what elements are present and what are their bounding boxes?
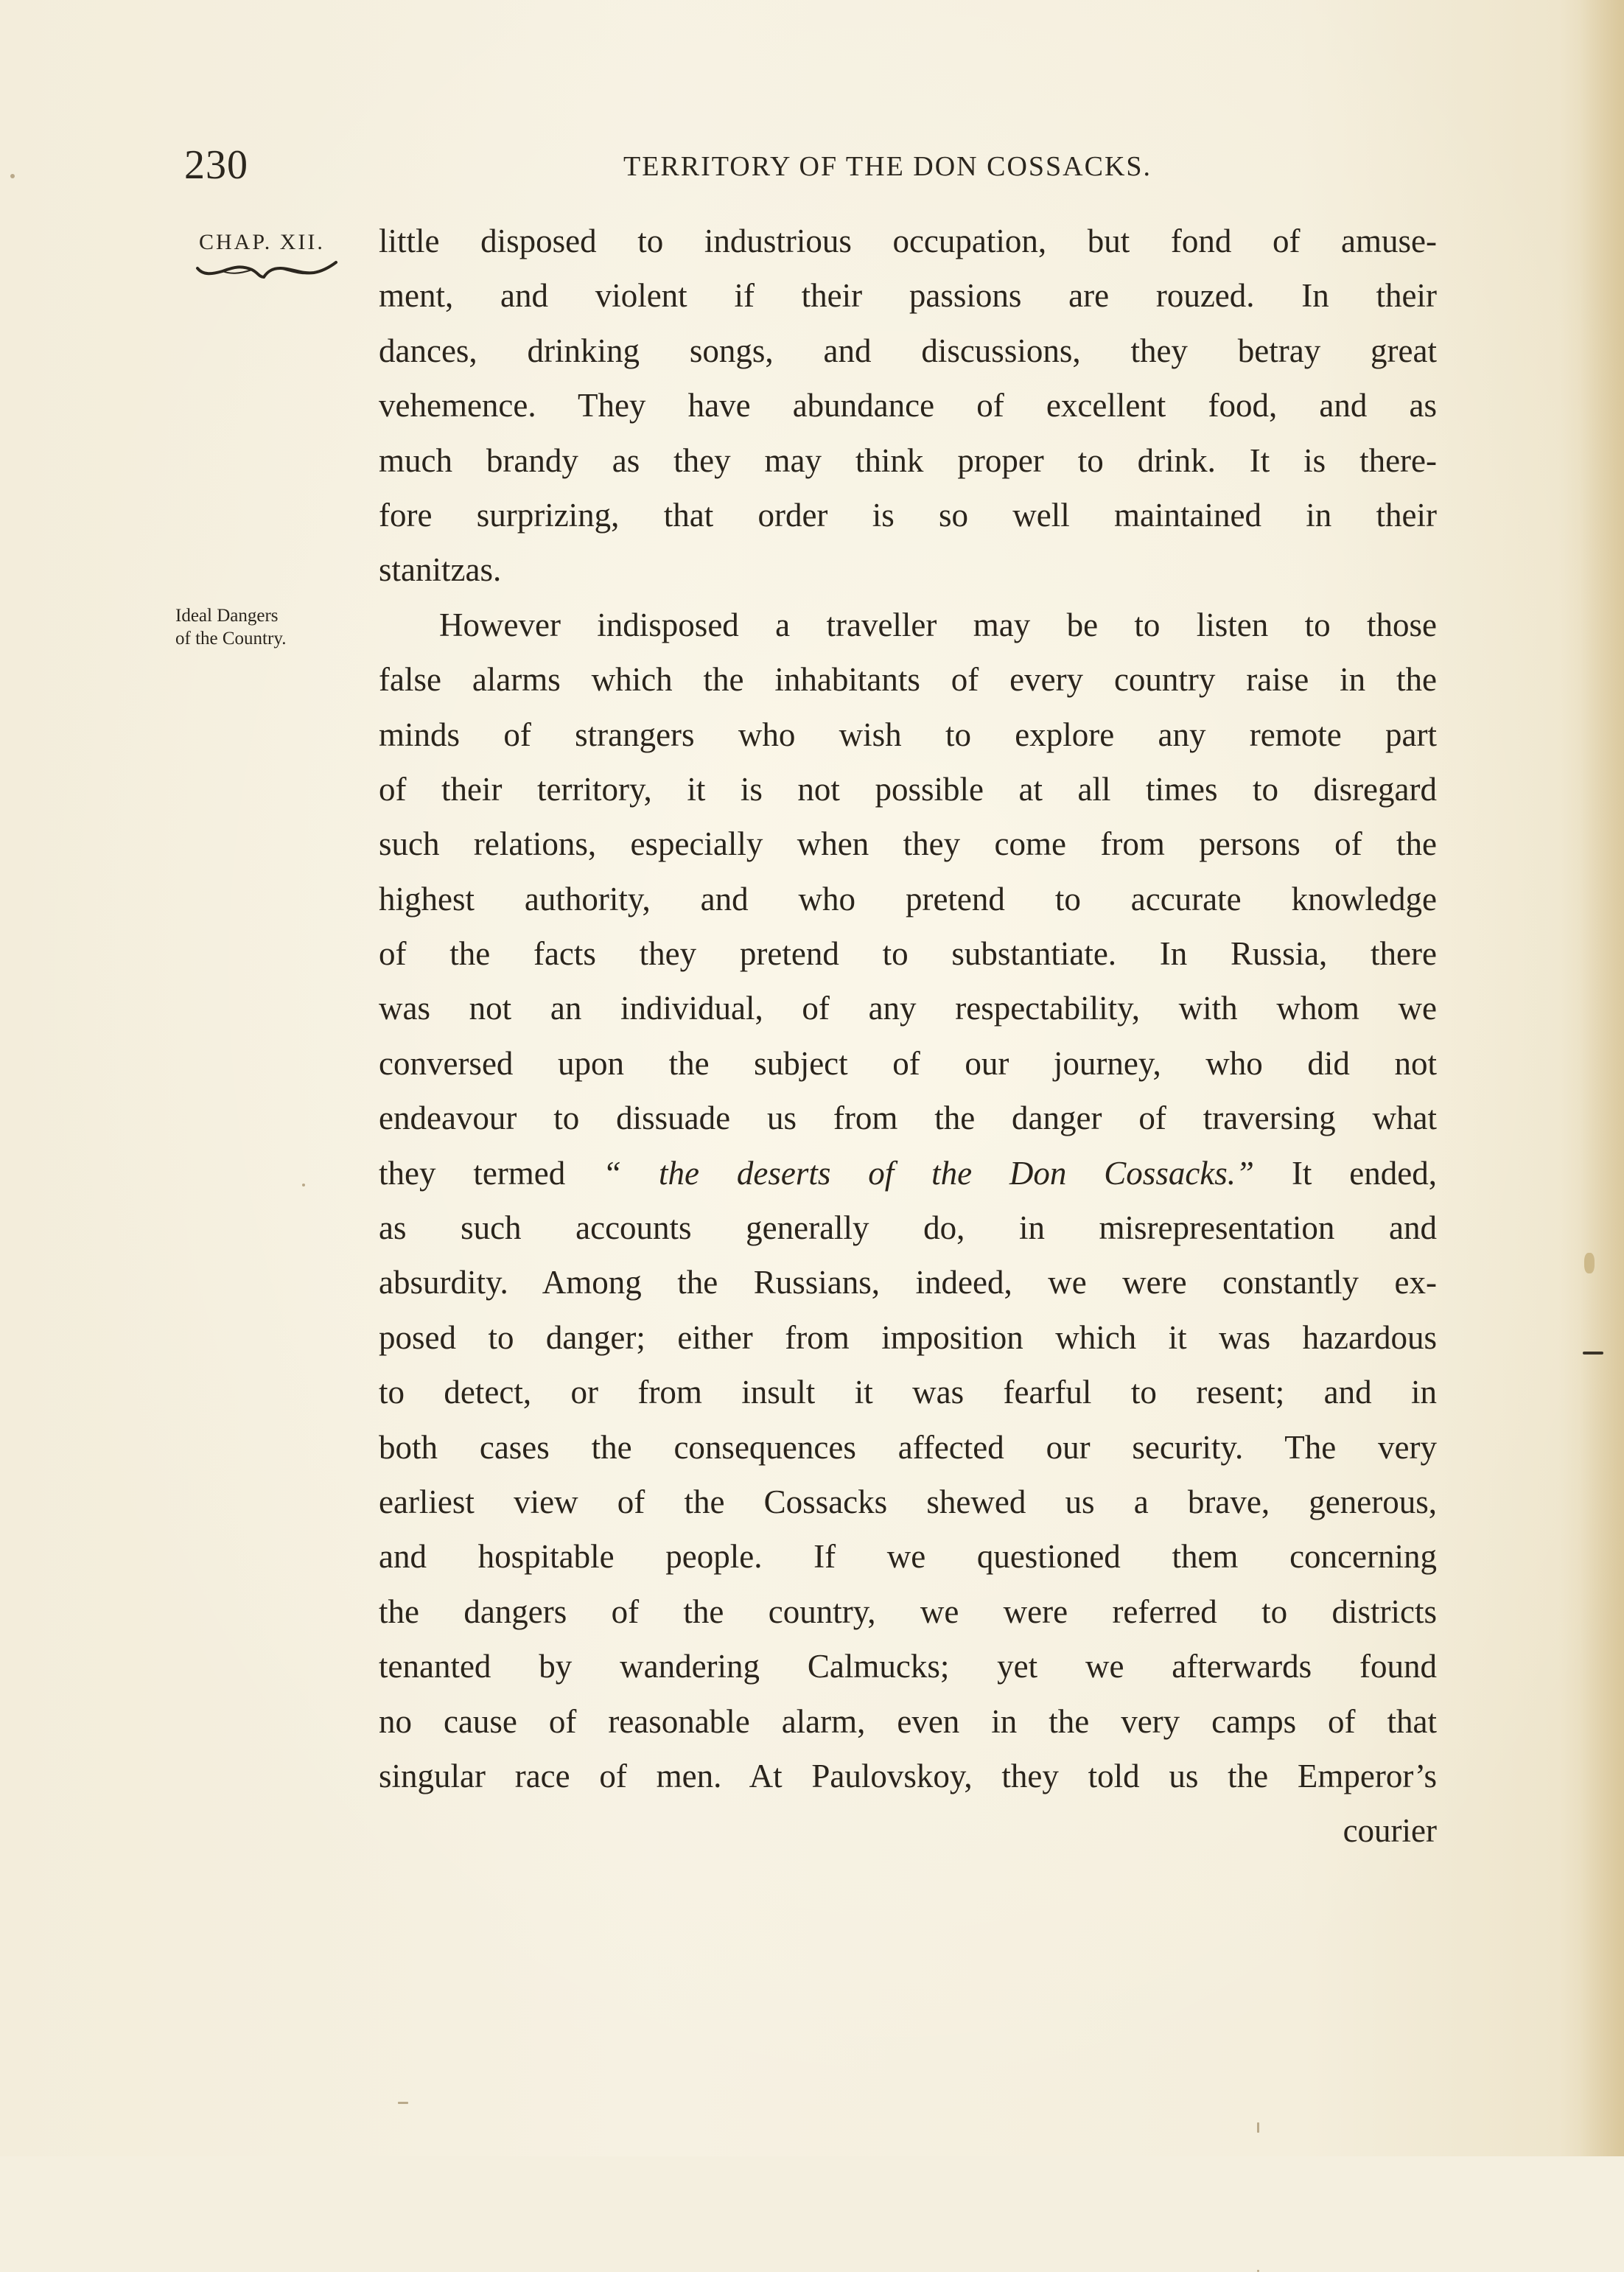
- text-line: to detect, or from insult it was fearful to resent; and in: [379, 1374, 1437, 1411]
- text-line: earliest view of the Cossacks shewed us a brave, generous,: [379, 1483, 1437, 1520]
- text-line: minds of strangers who wish to explore any remote part: [379, 716, 1437, 753]
- text-line: absurdity. Among the Russians, indeed, we were constantly ex-: [379, 1264, 1437, 1301]
- text-line: dances, drinking songs, and discussions, they betray great: [379, 332, 1437, 369]
- text-line: endeavour to dissuade us from the danger of traversing what: [379, 1100, 1437, 1137]
- paper-speck: [10, 174, 15, 178]
- italic-quote: “ the deserts of the Don Cossacks.”: [603, 1154, 1255, 1192]
- text-line: singular race of men. At Paulovskoy, they told us the Emperor’s: [379, 1757, 1437, 1794]
- text-line: of the facts they pretend to substantiate. In Russia, there: [379, 935, 1437, 973]
- text-line: fore surprizing, that order is so well maintained in their: [379, 496, 1437, 534]
- text-line: posed to danger; either from imposition which it was hazardous: [379, 1318, 1437, 1356]
- text-line: false alarms which the inhabitants of every country raise in the: [379, 661, 1437, 699]
- text-line-with-quote: [379, 1146, 1437, 1200]
- paper-speck: [398, 2102, 408, 2104]
- text-line: of their territory, it is not possible at all times to disregard: [379, 770, 1437, 808]
- text-line: such relations, especially when they come from persons of the: [379, 825, 1437, 863]
- running-head: TERRITORY OF THE DON COSSACKS.: [623, 151, 1152, 182]
- margin-note: [175, 604, 352, 650]
- text-line: the dangers of the country, we were referred to districts: [379, 1593, 1437, 1630]
- text-line: ment, and violent if their passions are rouzed. In their: [379, 277, 1437, 315]
- catchword: courier: [1343, 1812, 1437, 1850]
- text-line: little disposed to industrious occupation, but fond of amuse-: [379, 223, 1437, 259]
- text-line: as such accounts generally do, in misrepresentation and: [379, 1209, 1437, 1247]
- text-line: no cause of reasonable alarm, even in the very camps of that: [379, 1702, 1437, 1740]
- text-line: conversed upon the subject of our journey, who did not: [379, 1044, 1437, 1082]
- chapter-label: CHAP. XII.: [199, 230, 325, 254]
- paper-speck: [1257, 2122, 1259, 2133]
- paragraph-first-line: However indisposed a traveller may be to listen to those: [439, 606, 1437, 643]
- text-line: highest authority, and who pretend to accurate knowledge: [379, 880, 1437, 917]
- text-segment: It ended,: [1254, 1154, 1437, 1192]
- text-line: tenanted by wandering Calmucks; yet we afterwards found: [379, 1648, 1437, 1685]
- text-line: both cases the consequences affected our security. The very: [379, 1428, 1437, 1466]
- paper-speck: [302, 1184, 305, 1186]
- margin-note-line: of the Country.: [175, 629, 287, 649]
- text-line: stanitzas.: [379, 551, 502, 589]
- body-text: [379, 214, 1437, 1859]
- paper-speck: [1584, 1253, 1595, 1273]
- paper-speck: [1583, 1352, 1603, 1355]
- text-line: much brandy as they may think proper to drink. It is there-: [379, 441, 1437, 479]
- text-line: vehemence. They have abundance of excellent food, and as: [379, 387, 1437, 424]
- text-line: and hospitable people. If we questioned them concerning: [379, 1538, 1437, 1576]
- margin-note-line: Ideal Dangers: [175, 606, 279, 626]
- page-edge-shadow: [1580, 0, 1624, 2156]
- text-segment: they termed: [379, 1154, 603, 1192]
- ornament-flourish: [193, 259, 340, 289]
- page-number: 230: [184, 142, 248, 188]
- text-line: was not an individual, of any respectability, with whom we: [379, 990, 1437, 1027]
